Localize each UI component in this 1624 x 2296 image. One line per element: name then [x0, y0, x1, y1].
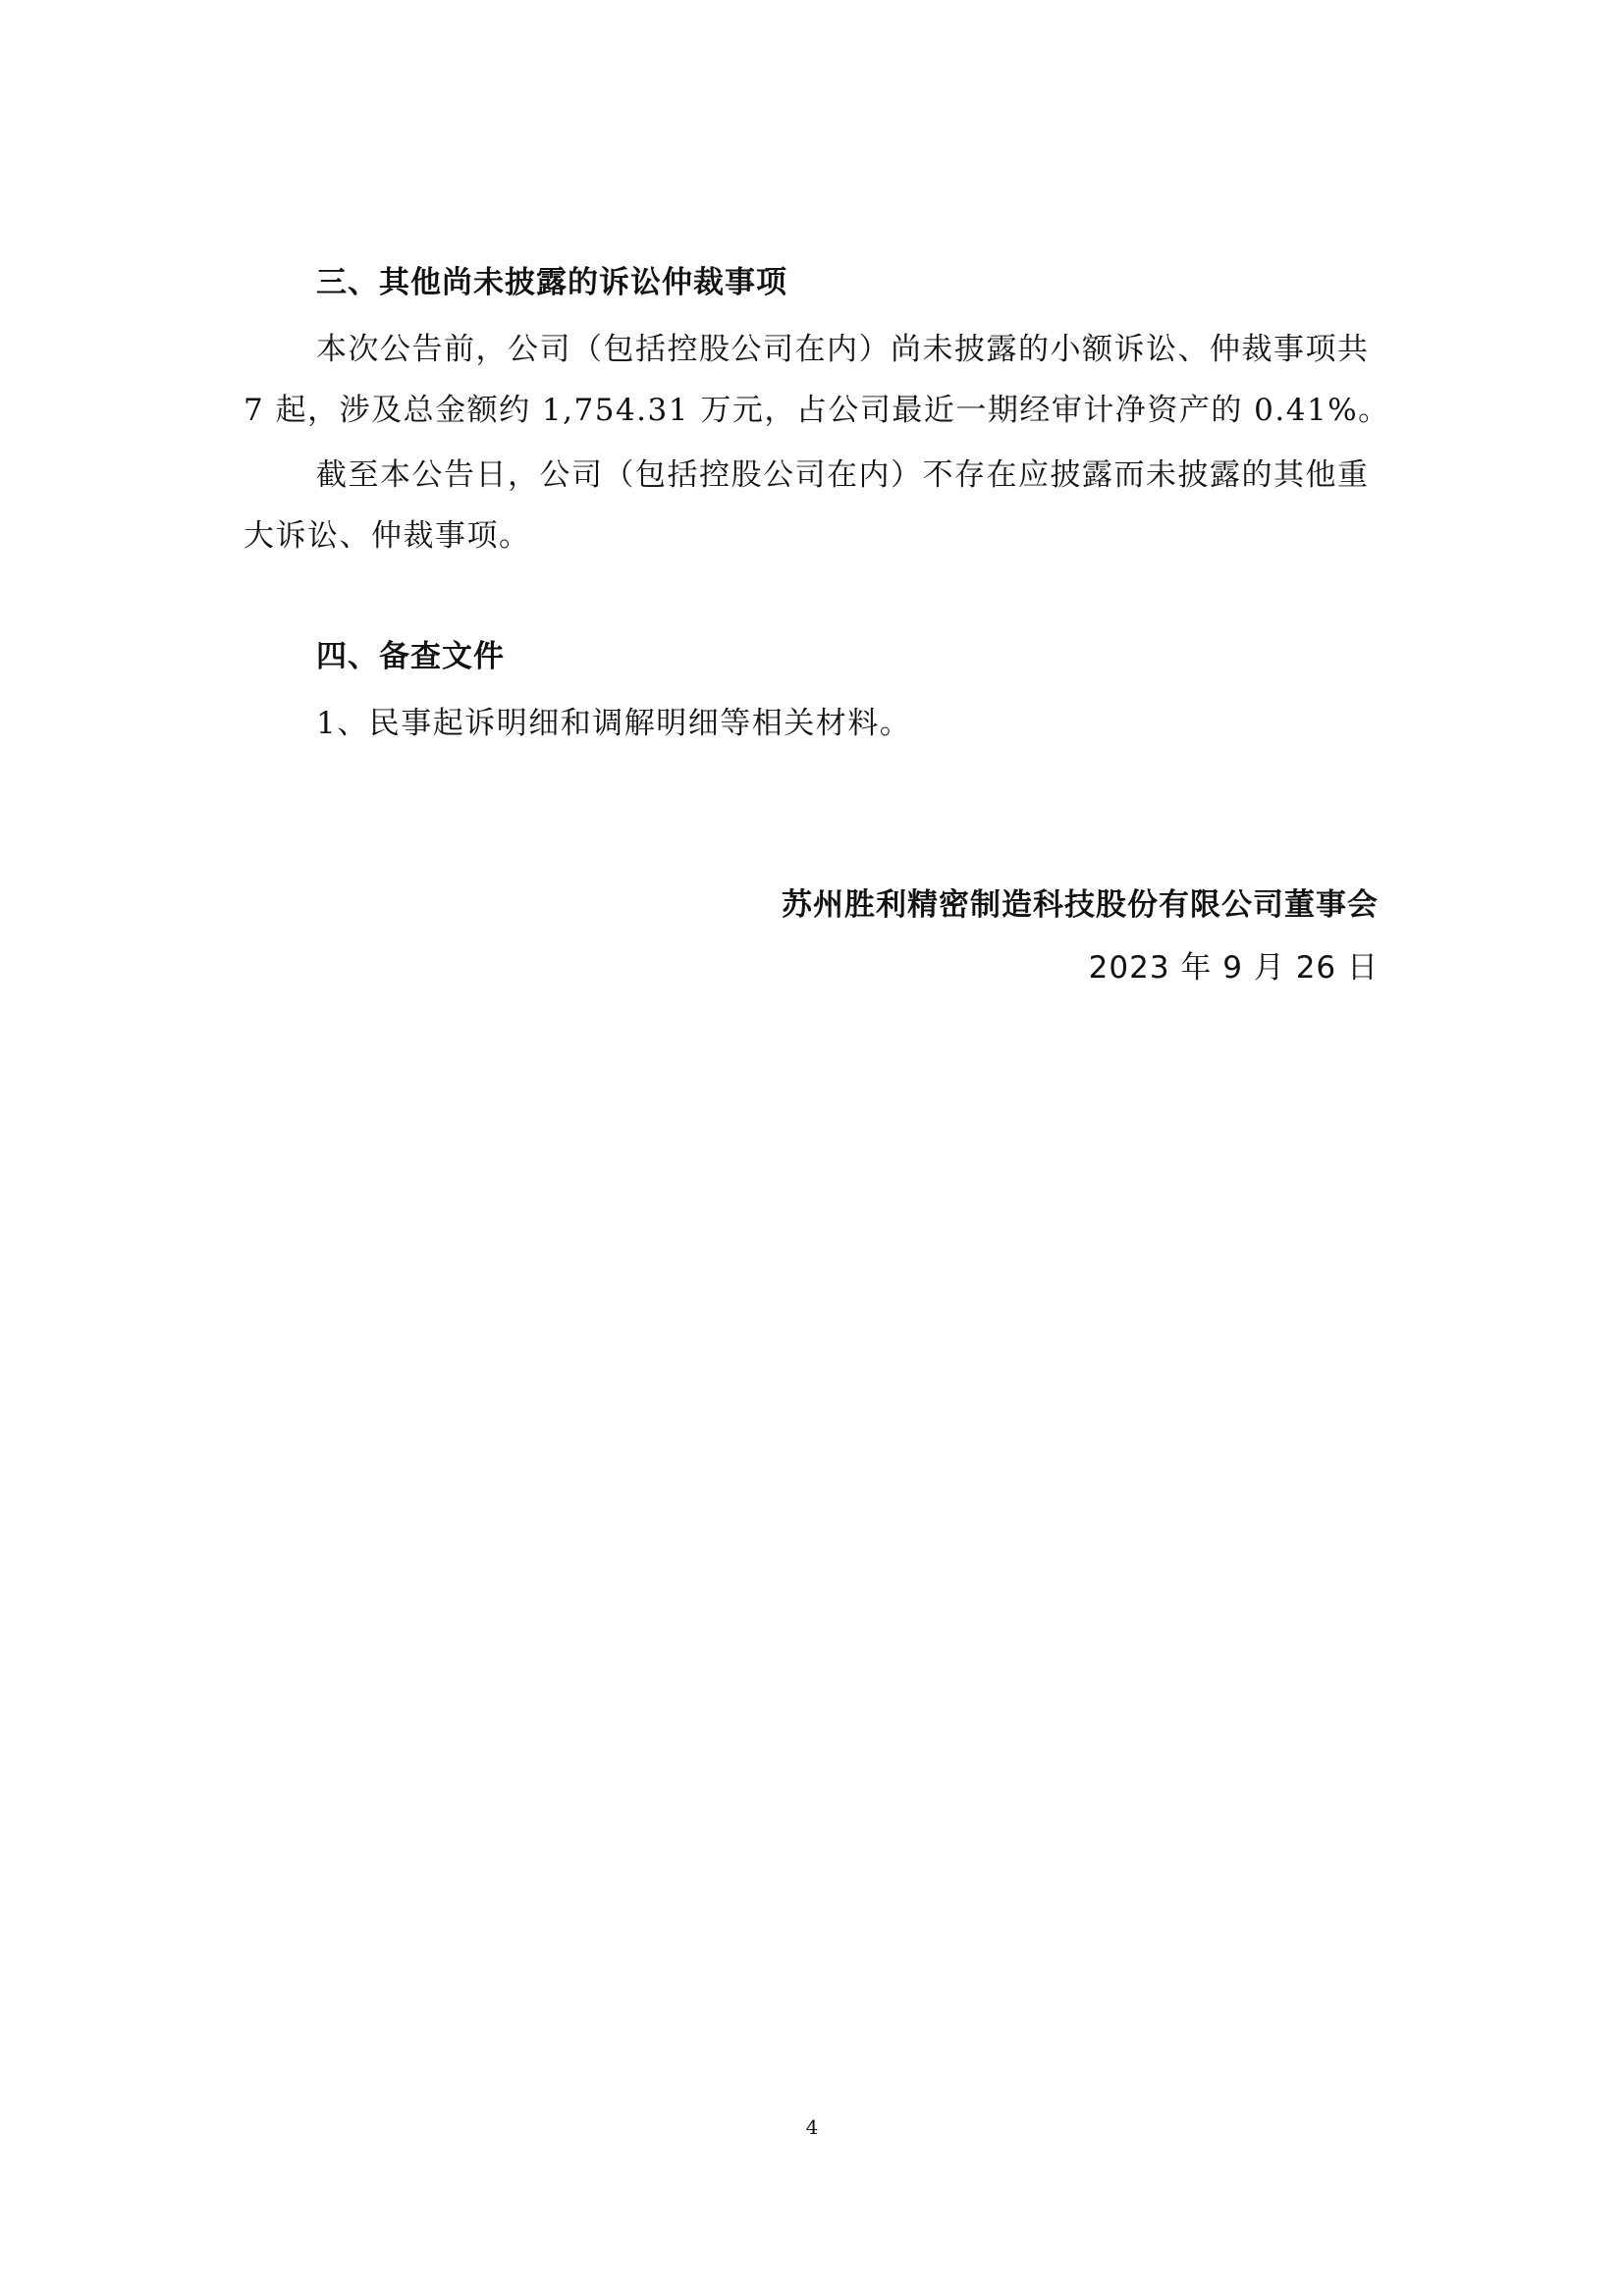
signature-company: 苏州胜利精密制造科技股份有限公司董事会: [782, 887, 1379, 923]
section-4-heading: 四、备查文件: [316, 639, 505, 674]
signature-date: 2023 年 9 月 26 日: [1088, 950, 1379, 986]
section-3-para-1-line-1: 本次公告前，公司（包括控股公司在内）尚未披露的小额诉讼、仲裁事项共: [316, 332, 1370, 367]
page-number: 4: [805, 2115, 819, 2139]
section-3-para-2-line-1: 截至本公告日，公司（包括控股公司在内）不存在应披露而未披露的其他重: [316, 457, 1370, 493]
section-4-item-1: 1、民事起诉明细和调解明细等相关材料。: [316, 706, 912, 741]
section-3-para-1-line-2: 7 起，涉及总金额约 1,754.31 万元，占公司最近一期经审计净资产的 0.41%。: [244, 393, 1390, 428]
section-3-para-2-line-2: 大诉讼、仲裁事项。: [244, 518, 531, 554]
section-3-heading: 三、其他尚未披露的诉讼仲裁事项: [316, 265, 787, 300]
